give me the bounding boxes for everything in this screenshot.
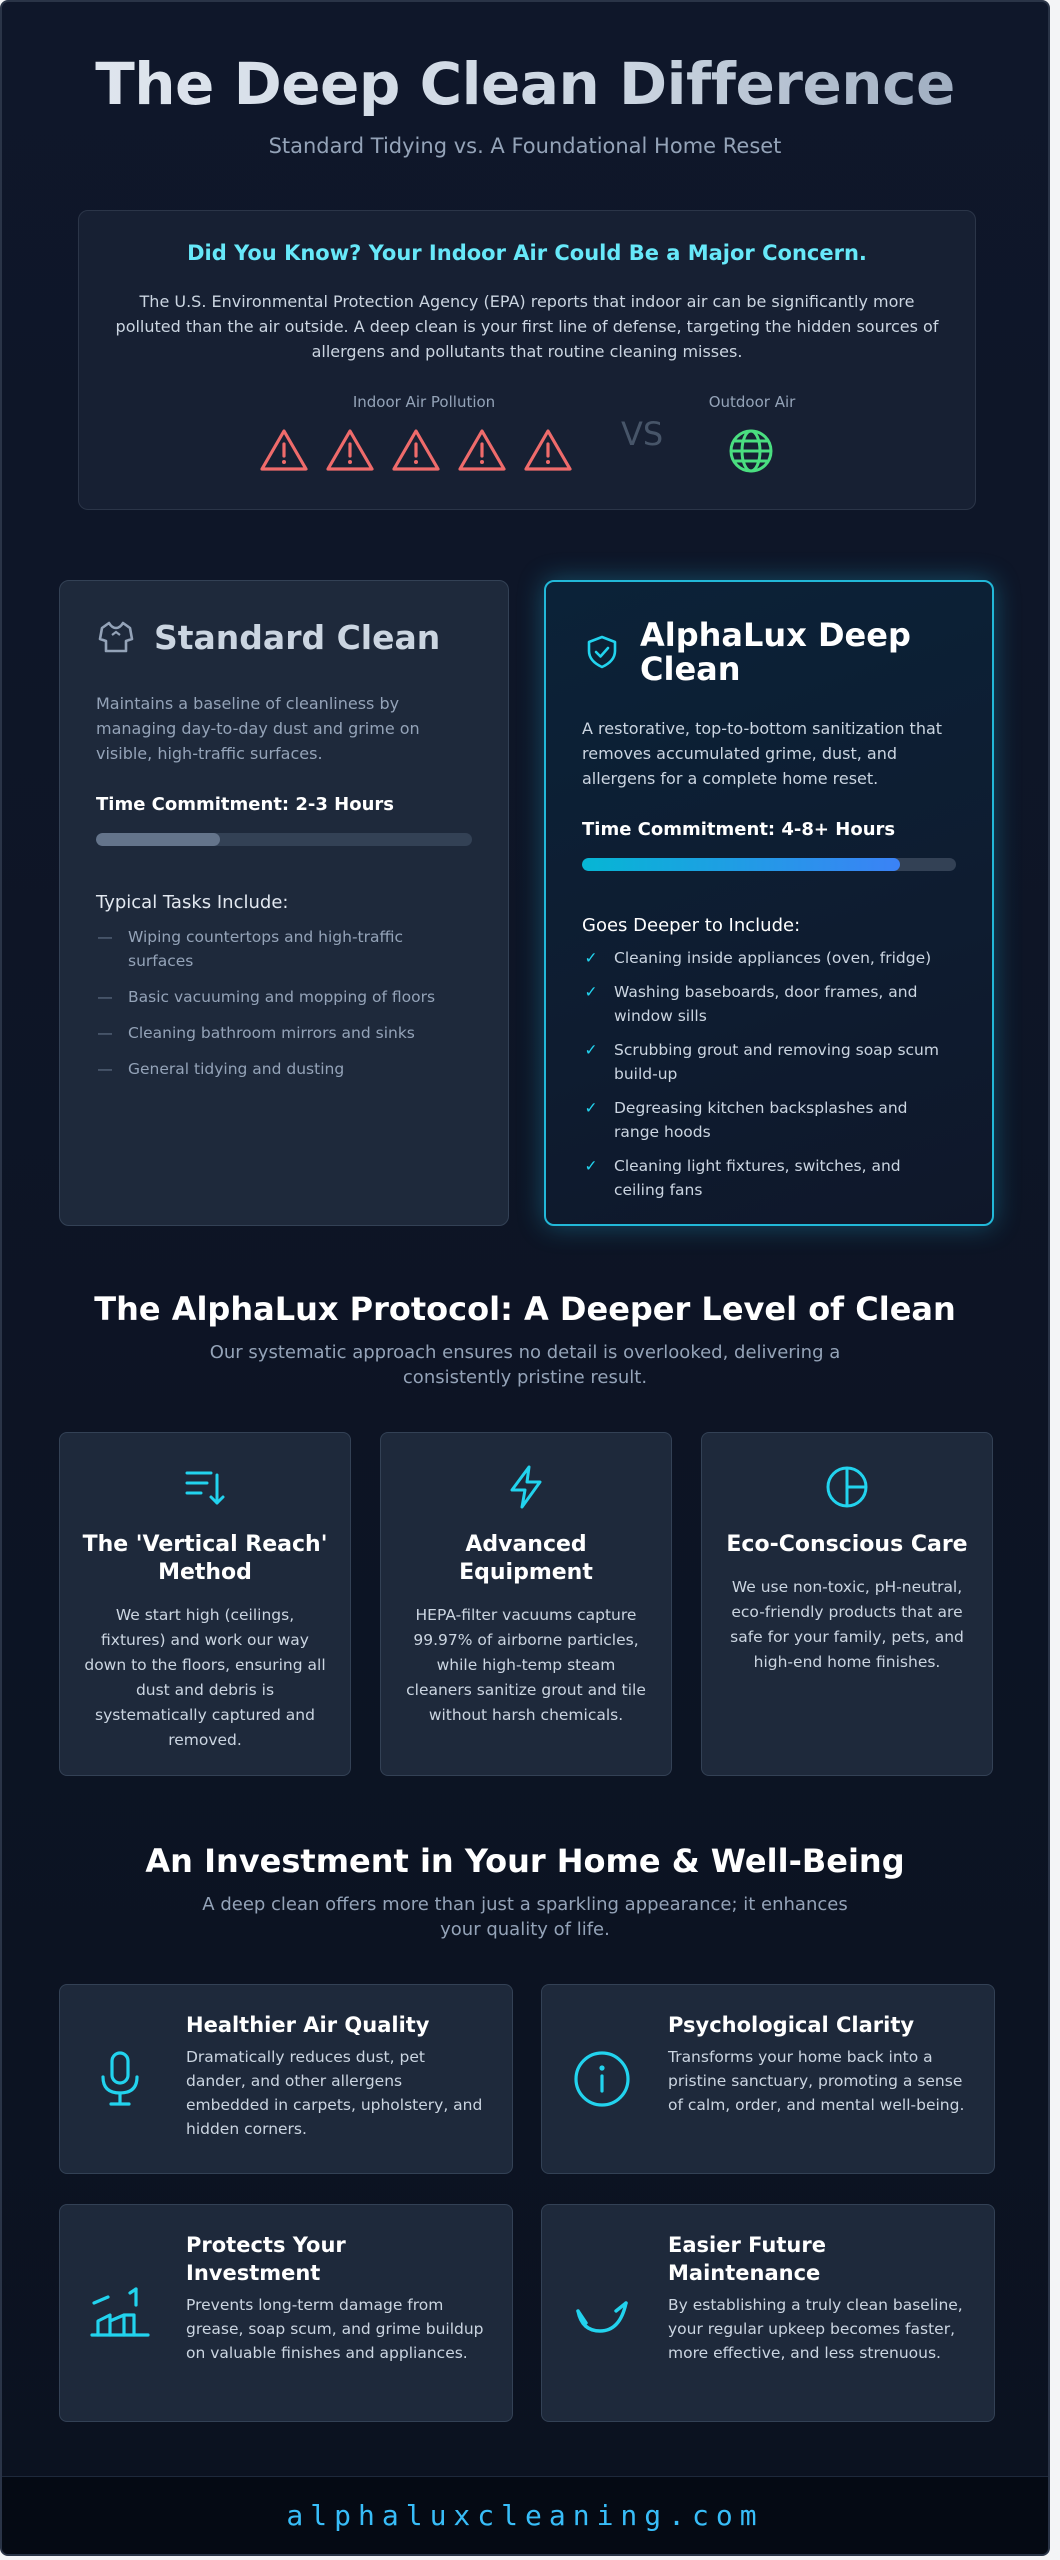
standard-task-list	[96, 925, 472, 1081]
warning-triangle-icon	[457, 427, 507, 473]
alphalux-task-item	[582, 1154, 956, 1202]
leaf-circle-icon	[823, 1463, 871, 1511]
alphalux-task-item	[582, 980, 956, 1028]
standard-clean-title: Standard Clean	[154, 617, 441, 657]
did-you-know-card	[78, 210, 976, 510]
dash-icon: —	[97, 1024, 113, 1042]
outdoor-air-label: Outdoor Air	[708, 393, 796, 411]
check-icon: ✓	[584, 983, 598, 1001]
benefit-title: Protects Your Investment	[186, 2233, 346, 2285]
alphalux-tasks-heading: Goes Deeper to Include:	[582, 915, 801, 936]
standard-clean-card	[59, 580, 509, 1226]
standard-tasks-heading: Typical Tasks Include:	[96, 892, 289, 913]
alphalux-time-bar	[582, 858, 956, 871]
alphalux-task-text: Cleaning light fixtures, switches, and ceiling fans	[614, 1157, 901, 1199]
standard-time-bar-fill	[96, 833, 220, 846]
benefit-text: Dramatically reduces dust, pet dander, and other allergens embedded in carpets, upholstery, and hidden corners.	[186, 2048, 483, 2138]
did-you-know-title: Did You Know? Your Indoor Air Could Be a Major Concern.	[187, 241, 867, 265]
protocol-subtitle: Our systematic approach ensures no detail is overlooked, delivering a consistently pristine result.	[209, 1342, 841, 1388]
standard-task-text: Cleaning bathroom mirrors and sinks	[128, 1024, 415, 1042]
benefit-text: Transforms your home back into a pristine sanctuary, promoting a sense of calm, order, and mental well-being.	[668, 2048, 965, 2114]
alphalux-deep-clean-card	[544, 580, 994, 1226]
standard-time-commitment: Time Commitment: 2-3 Hours	[96, 794, 395, 815]
warning-triangle-icon	[259, 427, 309, 473]
standard-task-item	[96, 1021, 472, 1045]
info-circle-icon	[572, 2049, 632, 2109]
investment-subtitle: A deep clean offers more than just a sparkling appearance; it enhances your quality of life.	[202, 1894, 848, 1940]
alphalux-task-text: Washing baseboards, door frames, and window sills	[614, 983, 918, 1025]
alphalux-time-commitment: Time Commitment: 4-8+ Hours	[582, 819, 896, 840]
tshirt-icon	[96, 617, 136, 657]
warning-triangle-icon	[391, 427, 441, 473]
alphalux-time-bar-fill	[582, 858, 900, 871]
protocol-card-advanced-equipment	[380, 1432, 672, 1776]
standard-task-text: General tidying and dusting	[128, 1060, 345, 1078]
alphalux-task-list	[582, 946, 956, 1202]
lightning-icon	[502, 1463, 550, 1511]
investment-title: An Investment in Your Home & Well-Being	[145, 1842, 905, 1880]
benefit-text: By establishing a truly clean baseline, your regular upkeep becomes faster, more effective, and less strenuous.	[668, 2296, 963, 2362]
standard-clean-description: Maintains a baseline of cleanliness by managing day-to-day dust and grime on visible, high-traffic surfaces.	[96, 694, 420, 763]
shield-check-icon	[582, 632, 622, 672]
protocol-title: The AlphaLux Protocol: A Deeper Level of Clean	[94, 1290, 956, 1328]
factory-icon	[90, 2283, 150, 2343]
standard-task-item	[96, 985, 472, 1009]
globe-icon	[727, 427, 775, 475]
protocol-card-text: We use non-toxic, pH-neutral, eco-friendly products that are safe for your family, pets, and high-end home finishes.	[730, 1578, 964, 1671]
hero-subtitle: Standard Tidying vs. A Foundational Home Reset	[268, 134, 782, 158]
refresh-arrow-icon	[572, 2283, 632, 2343]
protocol-card-text: HEPA-filter vacuums capture 99.97% of airborne particles, while high-temp steam cleaners sanitize grout and tile without harsh chemicals.	[406, 1606, 646, 1724]
microphone-icon	[90, 2049, 150, 2109]
check-icon: ✓	[584, 1099, 598, 1117]
alphalux-task-item	[582, 1096, 956, 1144]
benefit-text: Prevents long-term damage from grease, soap scum, and grime buildup on valuable finishes and appliances.	[186, 2296, 484, 2362]
dash-icon: —	[97, 1060, 113, 1078]
protocol-card-vertical-reach	[59, 1432, 351, 1776]
check-icon: ✓	[584, 949, 598, 967]
benefit-title: Psychological Clarity	[668, 2013, 915, 2037]
alphalux-task-text: Degreasing kitchen backsplashes and range hoods	[614, 1099, 908, 1141]
alphalux-task-text: Scrubbing grout and removing soap scum build-up	[614, 1041, 939, 1083]
indoor-air-label: Indoor Air Pollution	[352, 393, 496, 411]
check-icon: ✓	[584, 1157, 598, 1175]
footer	[2, 2476, 1048, 2554]
benefit-title: Easier Future Maintenance	[668, 2233, 826, 2285]
vs-label: VS	[621, 415, 664, 453]
benefit-card-protects-investment	[59, 2204, 513, 2422]
benefit-card-psychological-clarity	[541, 1984, 995, 2174]
indoor-warning-icons	[259, 427, 573, 473]
protocol-card-eco-conscious	[701, 1432, 993, 1776]
warning-triangle-icon	[523, 427, 573, 473]
warning-triangle-icon	[325, 427, 375, 473]
benefit-title: Healthier Air Quality	[186, 2013, 430, 2037]
alphalux-title: AlphaLux Deep Clean	[640, 616, 911, 688]
protocol-card-title: The 'Vertical Reach' Method	[82, 1532, 328, 1585]
did-you-know-text: The U.S. Environmental Protection Agency (EPA) reports that indoor air can be significantly more polluted than the air outside. A deep clean is your first line of defense, targeting the hidden sources of allergens and pollutants that routine cleaning misses.	[115, 292, 939, 361]
benefit-card-easier-maintenance	[541, 2204, 995, 2422]
protocol-card-title: Advanced Equipment	[459, 1532, 593, 1585]
alphalux-task-item	[582, 946, 956, 970]
standard-task-item	[96, 1057, 472, 1081]
check-icon: ✓	[584, 1041, 598, 1059]
standard-task-text: Basic vacuuming and mopping of floors	[128, 988, 436, 1006]
alphalux-task-item	[582, 1038, 956, 1086]
dash-icon: —	[97, 928, 113, 946]
alphalux-description: A restorative, top-to-bottom sanitization that removes accumulated grime, dust, and allergens for a complete home reset.	[582, 719, 943, 788]
protocol-card-title: Eco-Conscious Care	[726, 1532, 968, 1557]
footer-domain-link[interactable]: alphaluxcleaning.com	[286, 2499, 764, 2532]
dash-icon: —	[97, 988, 113, 1006]
standard-time-bar	[96, 833, 472, 846]
protocol-card-text: We start high (ceilings, fixtures) and work our way down to the floors, ensuring all dust and debris is systematically captured and removed.	[84, 1606, 326, 1749]
standard-task-text: Wiping countertops and high-traffic surfaces	[128, 928, 403, 970]
hero-title: The Deep Clean Difference	[2, 50, 1048, 118]
benefit-card-air-quality	[59, 1984, 513, 2174]
alphalux-task-text: Cleaning inside appliances (oven, fridge)	[614, 949, 932, 967]
standard-task-item	[96, 925, 472, 973]
sort-down-icon	[181, 1463, 229, 1511]
